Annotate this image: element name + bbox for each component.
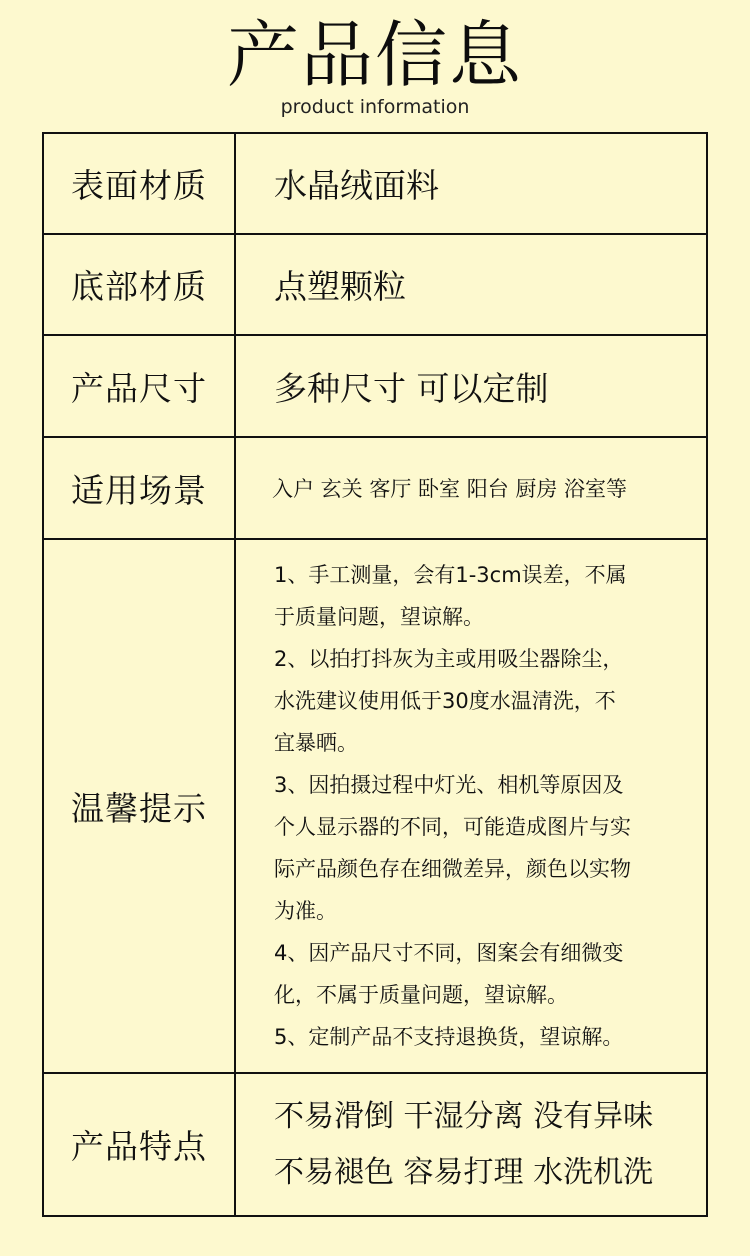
table-row-usage-scenes bbox=[43, 437, 707, 539]
row-label-usage-scenes: 适用场景 bbox=[43, 437, 235, 539]
product-info-table bbox=[42, 132, 708, 1217]
row-value-tips bbox=[235, 539, 707, 1073]
row-label-bottom-material: 底部材质 bbox=[43, 234, 235, 335]
row-value-surface-material: 水晶绒面料 bbox=[235, 133, 707, 234]
row-value-product-size: 多种尺寸 可以定制 bbox=[235, 335, 707, 437]
tip-line: 化，不属于质量问题，望谅解。 bbox=[274, 983, 568, 1007]
row-label-tips: 温馨提示 bbox=[43, 539, 235, 1073]
tip-line: 于质量问题，望谅解。 bbox=[274, 605, 484, 629]
table-row-features bbox=[43, 1073, 707, 1216]
table-row-product-size bbox=[43, 335, 707, 437]
tip-line: 1、手工测量，会有1-3cm误差，不属 bbox=[274, 563, 627, 587]
feature-line: 不易褪色 容易打理 水洗机洗 bbox=[274, 1154, 654, 1190]
row-label-product-size: 产品尺寸 bbox=[43, 335, 235, 437]
row-label-features: 产品特点 bbox=[43, 1073, 235, 1216]
tip-line: 5、定制产品不支持退换货，望谅解。 bbox=[274, 1025, 624, 1049]
row-label-surface-material: 表面材质 bbox=[43, 133, 235, 234]
tip-line: 水洗建议使用低于30度水温清洗，不 bbox=[274, 689, 616, 713]
row-value-bottom-material: 点塑颗粒 bbox=[235, 234, 707, 335]
row-value-features bbox=[235, 1073, 707, 1216]
row-value-usage-scenes: 入户 玄关 客厅 卧室 阳台 厨房 浴室等 bbox=[235, 437, 707, 539]
page-title: 产品信息 bbox=[226, 13, 523, 97]
tip-line: 宜暴晒。 bbox=[274, 731, 358, 755]
table-row-tips bbox=[43, 539, 707, 1073]
table-row-surface-material bbox=[43, 133, 707, 234]
page-subtitle: product information bbox=[280, 96, 470, 118]
tip-line: 3、因拍摄过程中灯光、相机等原因及 bbox=[274, 773, 624, 797]
tip-line: 4、因产品尺寸不同，图案会有细微变 bbox=[274, 941, 624, 965]
tip-line: 际产品颜色存在细微差异，颜色以实物 bbox=[274, 857, 631, 881]
table-row-bottom-material bbox=[43, 234, 707, 335]
tip-line: 个人显示器的不同，可能造成图片与实 bbox=[274, 815, 631, 839]
feature-line: 不易滑倒 干湿分离 没有异味 bbox=[274, 1098, 654, 1134]
tip-line: 为准。 bbox=[274, 899, 337, 923]
tip-line: 2、以拍打抖灰为主或用吸尘器除尘， bbox=[274, 647, 624, 671]
